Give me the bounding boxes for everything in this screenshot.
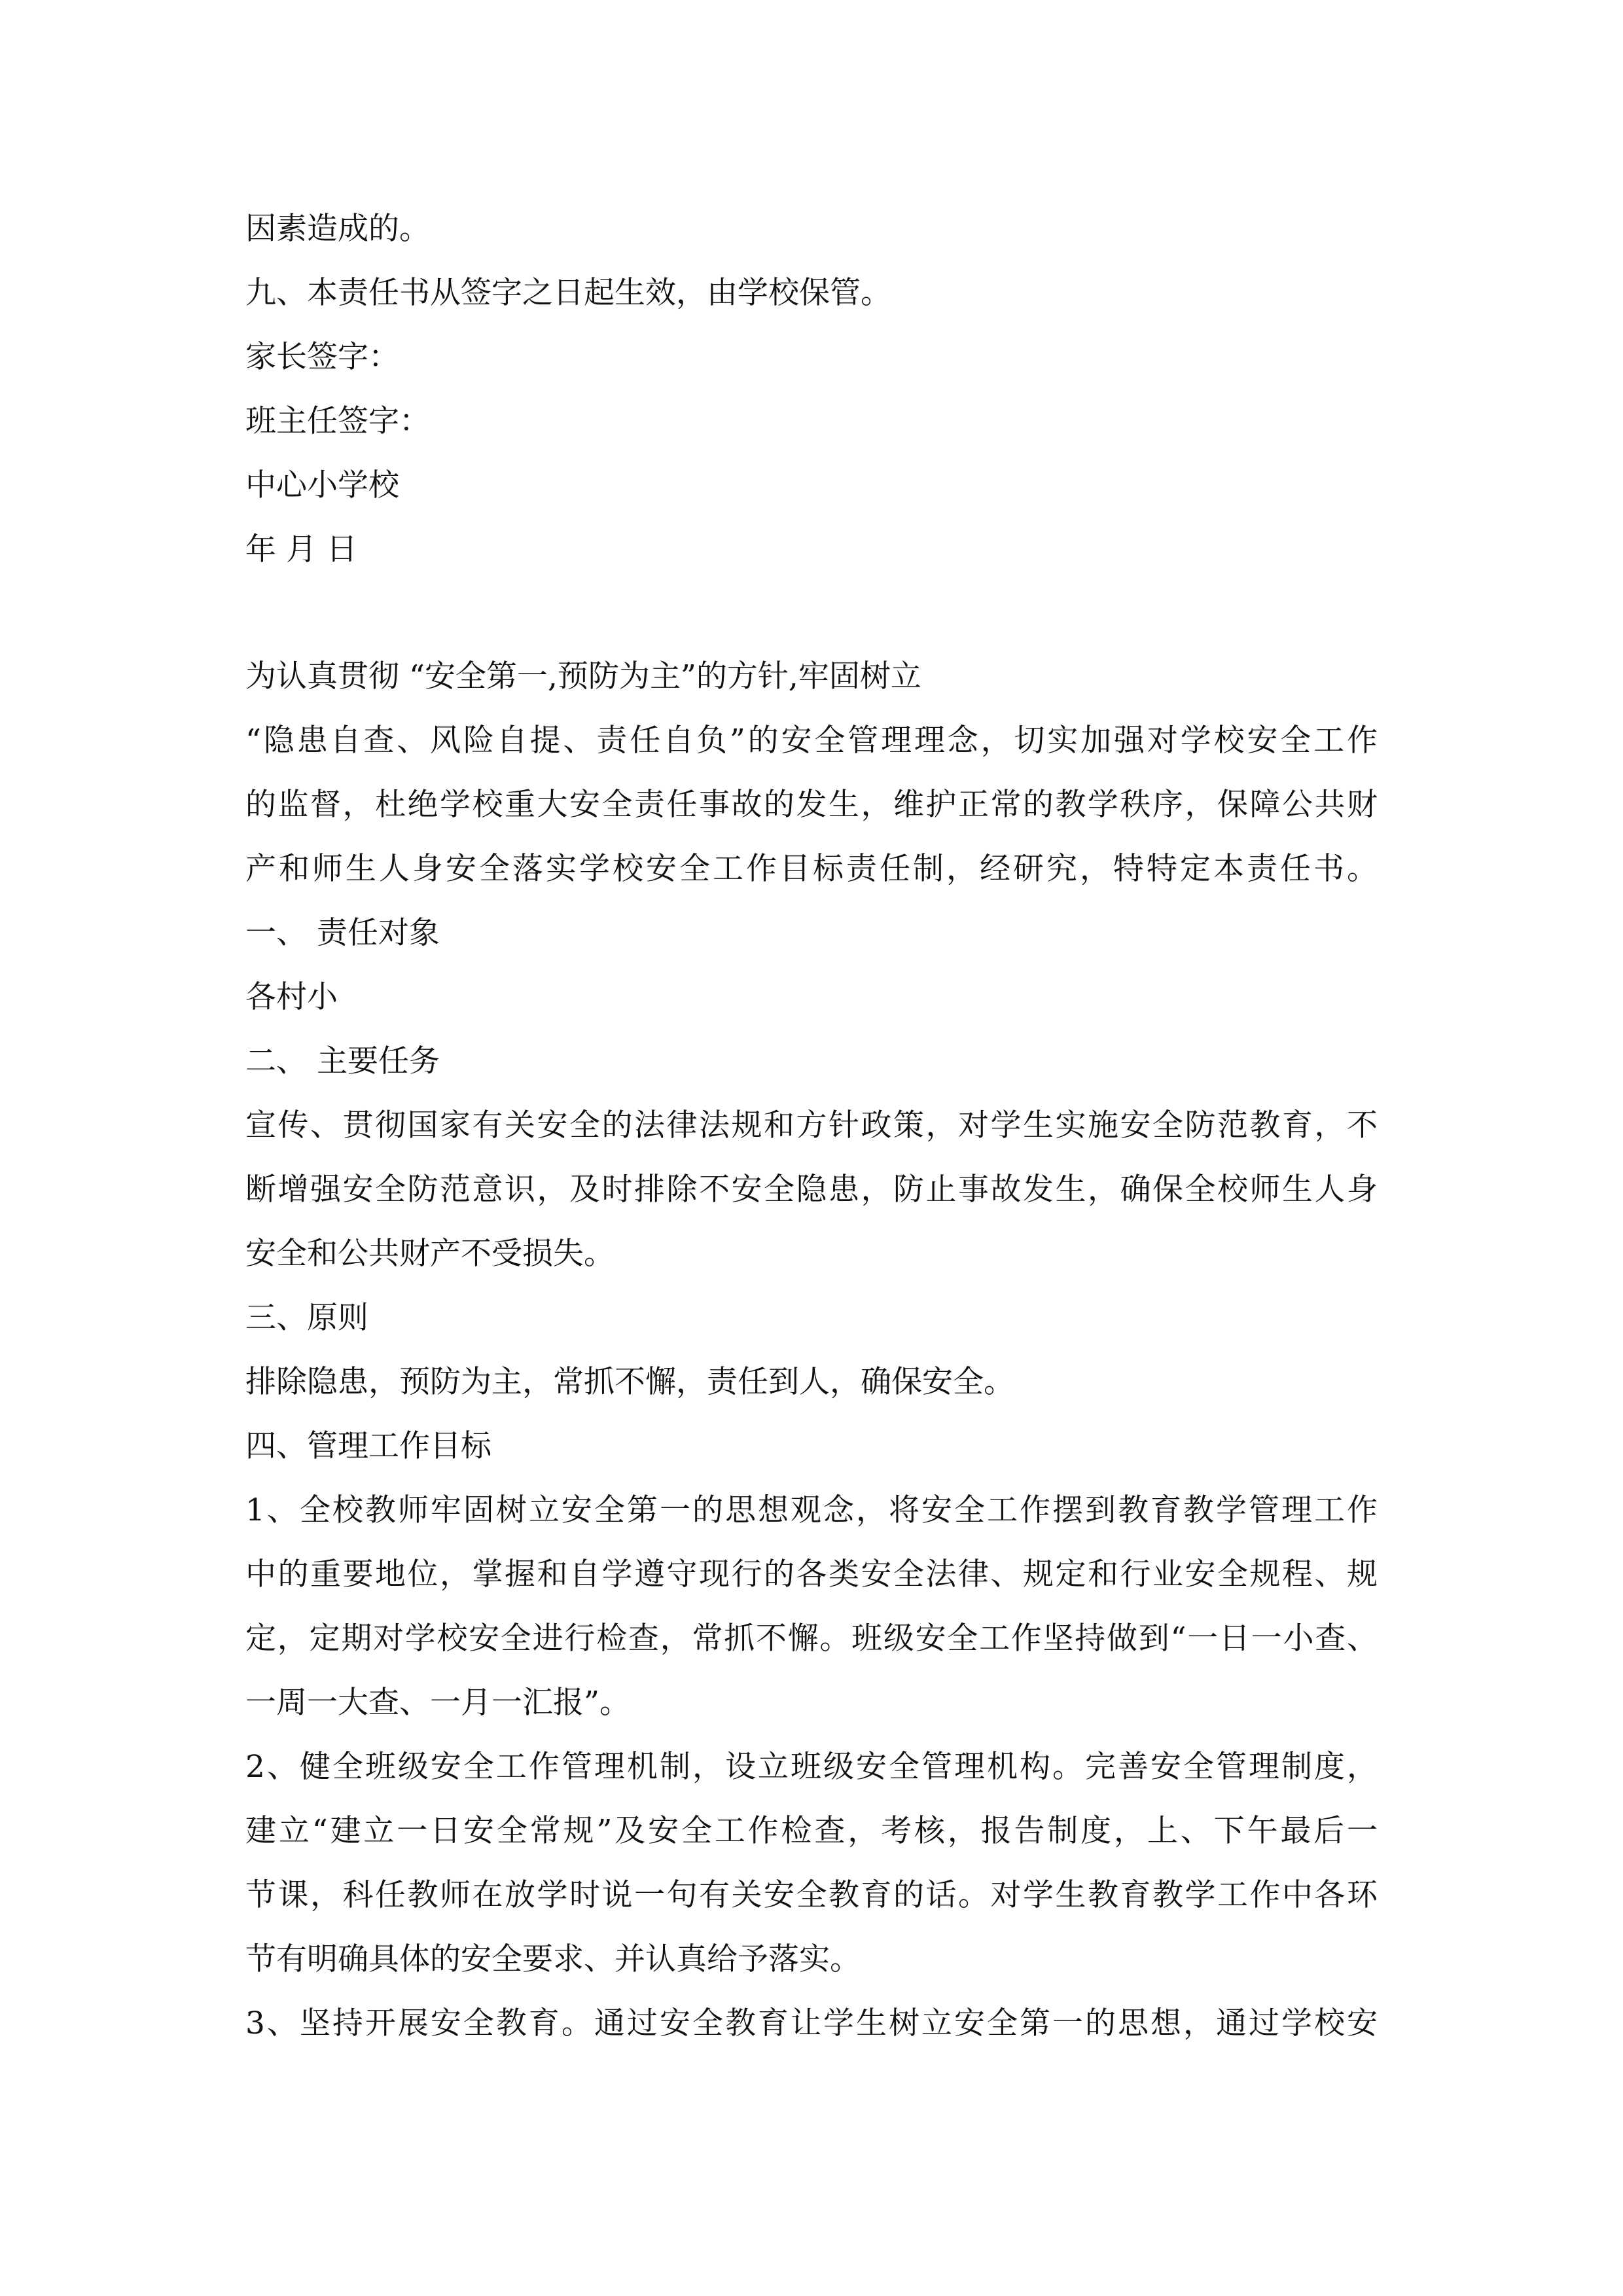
text-line: “隐患自查、风险自提、责任自负”的安全管理理念，切实加强对学校安全工作 xyxy=(245,723,1378,759)
section-heading: 三、原则 xyxy=(245,1300,368,1336)
section-heading: 二、 主要任务 xyxy=(245,1043,440,1079)
text-line: 九、本责任书从签字之日起生效，由学校保管。 xyxy=(245,275,891,311)
text-line: 安全和公共财产不受损失。 xyxy=(245,1236,615,1272)
text-line: 1、全校教师牢固树立安全第一的思想观念，将安全工作摆到教育教学管理工作 xyxy=(245,1492,1378,1528)
text-line: 各村小 xyxy=(245,979,338,1015)
text-line: 节课，科任教师在放学时说一句有关安全教育的话。对学生教育教学工作中各环 xyxy=(245,1877,1378,1913)
section-heading: 一、 责任对象 xyxy=(245,915,440,951)
text-line: 排除隐患，预防为主，常抓不懈，责任到人，确保安全。 xyxy=(245,1364,1014,1400)
text-line: 产和师生人身安全落实学校安全工作目标责任制，经研究，特特定本责任书。 xyxy=(245,851,1378,887)
text-line: 3、坚持开展安全教育。通过安全教育让学生树立安全第一的思想，通过学校安 xyxy=(245,2005,1378,2041)
text-line: 宣传、贯彻国家有关安全的法律法规和方针政策，对学生实施安全防范教育，不 xyxy=(245,1107,1378,1143)
text-line: 定，定期对学校安全进行检查，常抓不懈。班级安全工作坚持做到“一日一小查、 xyxy=(245,1621,1378,1657)
text-line: 因素造成的。 xyxy=(245,211,430,247)
text-line: 年 月 日 xyxy=(245,531,357,567)
text-line: 节有明确具体的安全要求、并认真给予落实。 xyxy=(245,1941,861,1977)
text-line: 建立“建立一日安全常规”及安全工作检查，考核，报告制度，上、下午最后一 xyxy=(245,1813,1378,1849)
text-line: 断增强安全防范意识，及时排除不安全隐患，防止事故发生，确保全校师生人身 xyxy=(245,1172,1378,1208)
text-line: 为认真贯彻 “安全第一,预防为主”的方针,牢固树立 xyxy=(245,658,921,694)
text-line: 班主任签字： xyxy=(245,403,430,439)
text-line: 中的重要地位，掌握和自学遵守现行的各类安全法律、规定和行业安全规程、规 xyxy=(245,1556,1378,1592)
text-line: 家长签字： xyxy=(245,339,399,375)
section-heading: 四、管理工作目标 xyxy=(245,1428,491,1464)
text-line: 的监督，杜绝学校重大安全责任事故的发生，维护正常的教学秩序，保障公共财 xyxy=(245,787,1378,823)
text-line: 一周一大查、一月一汇报”。 xyxy=(245,1685,631,1721)
text-line: 2、健全班级安全工作管理机制，设立班级安全管理机构。完善安全管理制度， xyxy=(245,1749,1378,1785)
text-line: 中心小学校 xyxy=(245,467,399,503)
